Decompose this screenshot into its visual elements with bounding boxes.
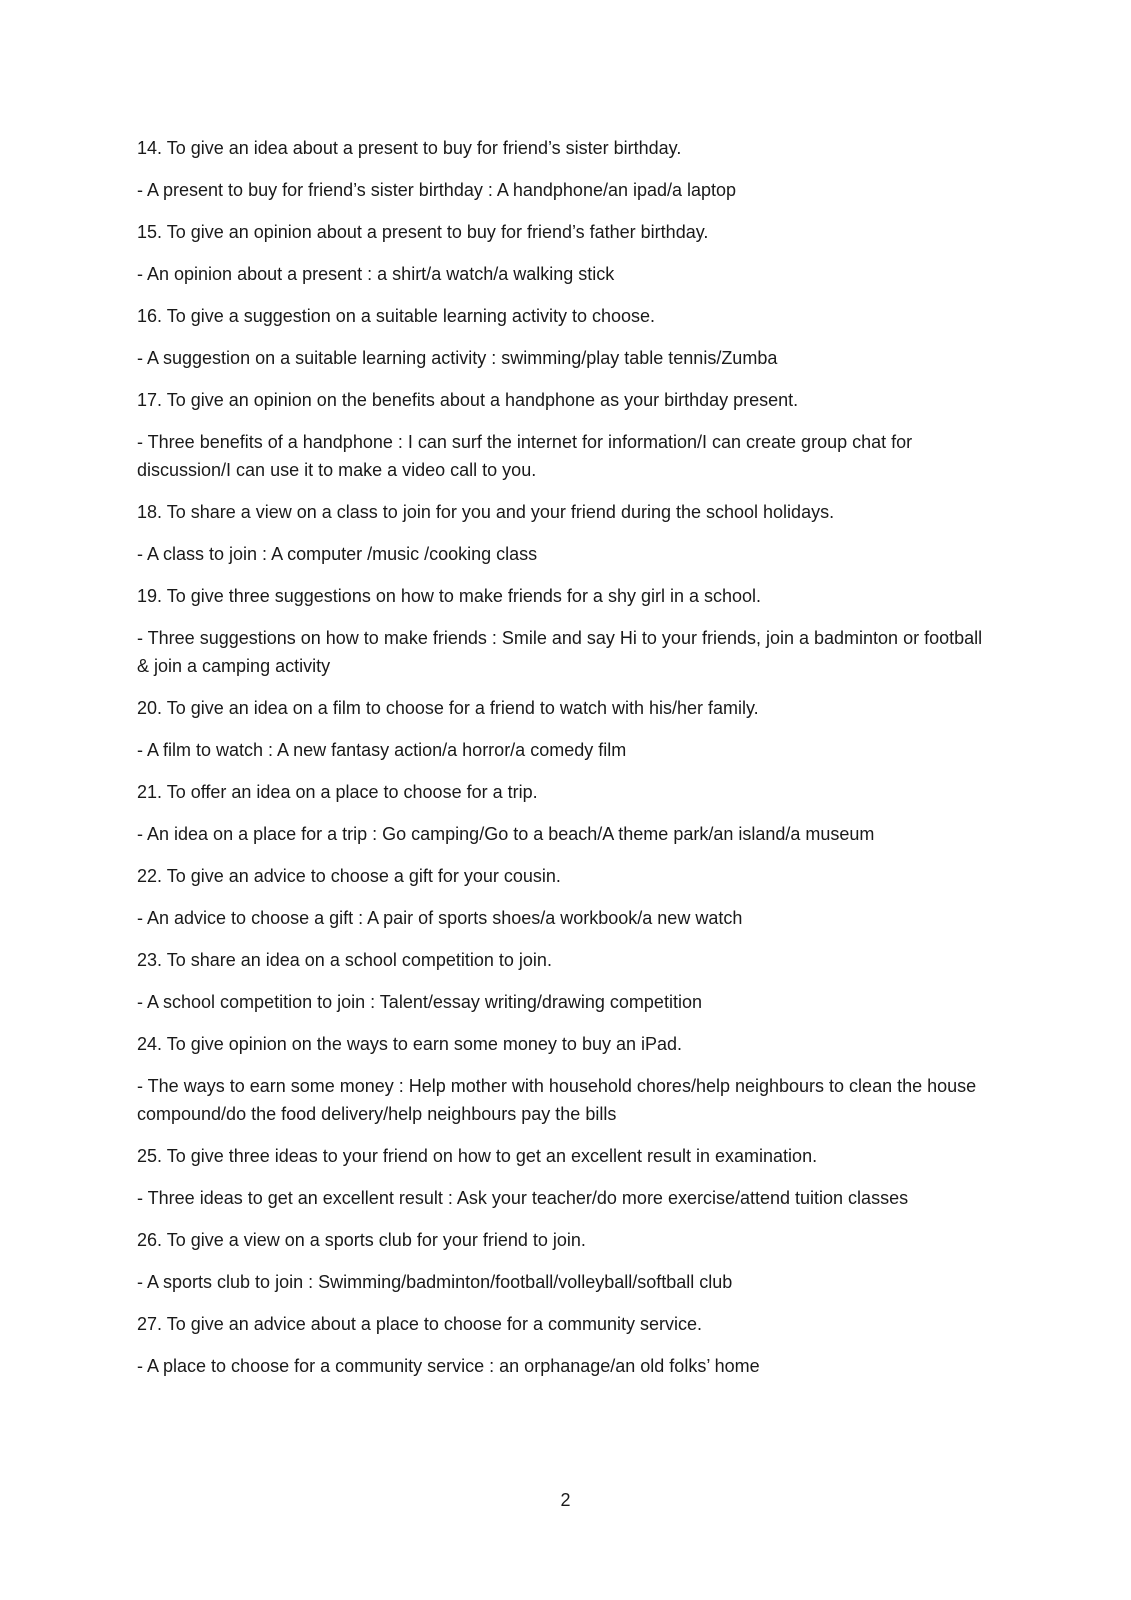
item-18-prompt: 18. To share a view on a class to join for you and your friend during the school holidays. xyxy=(137,502,835,522)
item-25-answer: - Three ideas to get an excellent result : Ask your teacher/do more exercise/attend tuition classes xyxy=(137,1188,909,1208)
item-26-prompt: 26. To give a view on a sports club for your friend to join. xyxy=(137,1230,586,1250)
item-24-prompt: 24. To give opinion on the ways to earn some money to buy an iPad. xyxy=(137,1034,683,1054)
item-18-answer: - A class to join : A computer /music /cooking class xyxy=(137,544,538,564)
item-27-answer: - A place to choose for a community service : an orphanage/an old folks’ home xyxy=(137,1356,760,1376)
item-21-prompt: 21. To offer an idea on a place to choose for a trip. xyxy=(137,782,538,802)
item-22-prompt: 22. To give an advice to choose a gift for your cousin. xyxy=(137,866,561,886)
item-21-answer: - An idea on a place for a trip : Go camping/Go to a beach/A theme park/an island/a museum xyxy=(137,824,875,844)
item-25-prompt: 25. To give three ideas to your friend on how to get an excellent result in examination. xyxy=(137,1146,818,1166)
item-14-prompt: 14. To give an idea about a present to buy for friend’s sister birthday. xyxy=(137,138,682,158)
item-26-answer: - A sports club to join : Swimming/badminton/football/volleyball/softball club xyxy=(137,1272,733,1292)
item-19-answer: - Three suggestions on how to make friends : Smile and say Hi to your friends, join a badminton or football & join a camping activity xyxy=(137,628,983,676)
document-body xyxy=(137,134,987,1394)
item-14-answer: - A present to buy for friend’s sister birthday : A handphone/an ipad/a laptop xyxy=(137,180,737,200)
item-15-prompt: 15. To give an opinion about a present to buy for friend’s father birthday. xyxy=(137,222,709,242)
item-20-prompt: 20. To give an idea on a film to choose for a friend to watch with his/her family. xyxy=(137,698,759,718)
item-19-prompt: 19. To give three suggestions on how to make friends for a shy girl in a school. xyxy=(137,586,762,606)
page-number: 2 xyxy=(560,1490,571,1510)
item-16-answer: - A suggestion on a suitable learning activity : swimming/play table tennis/Zumba xyxy=(137,348,778,368)
item-22-answer: - An advice to choose a gift : A pair of sports shoes/a workbook/a new watch xyxy=(137,908,743,928)
item-23-prompt: 23. To share an idea on a school competition to join. xyxy=(137,950,552,970)
item-16-prompt: 16. To give a suggestion on a suitable learning activity to choose. xyxy=(137,306,656,326)
item-23-answer: - A school competition to join : Talent/essay writing/drawing competition xyxy=(137,992,702,1012)
item-15-answer: - An opinion about a present : a shirt/a watch/a walking stick xyxy=(137,264,615,284)
item-17-answer: - Three benefits of a handphone : I can surf the internet for information/I can create group chat for discussion/I can use it to make a video call to you. xyxy=(137,432,913,480)
item-24-answer: - The ways to earn some money : Help mother with household chores/help neighbours to clean the house compound/do the food delivery/help neighbours pay the bills xyxy=(137,1076,977,1124)
item-17-prompt: 17. To give an opinion on the benefits about a handphone as your birthday present. xyxy=(137,390,799,410)
item-27-prompt: 27. To give an advice about a place to choose for a community service. xyxy=(137,1314,702,1334)
item-20-answer: - A film to watch : A new fantasy action/a horror/a comedy film xyxy=(137,740,627,760)
